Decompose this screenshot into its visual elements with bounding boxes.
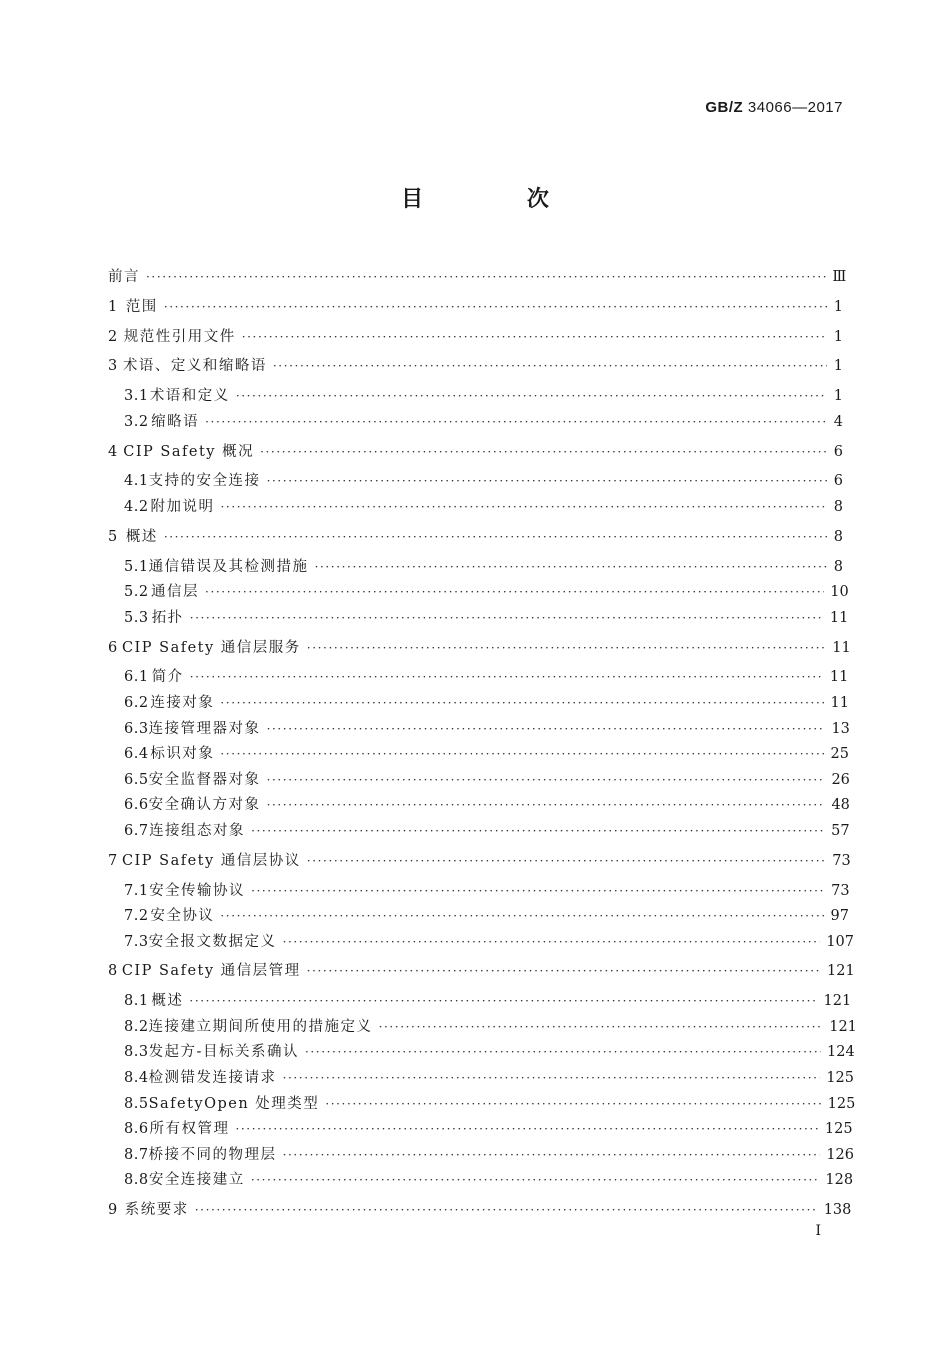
toc-entry[interactable] (108, 880, 850, 902)
toc-entry[interactable] (108, 1118, 853, 1140)
toc-entry-number: 6.6 (124, 797, 149, 814)
toc-entry-number: 7.2 (124, 908, 149, 925)
toc-entry[interactable] (108, 960, 855, 982)
toc-entry-title: 安全传输协议 (149, 882, 246, 899)
toc-entry[interactable] (108, 385, 843, 407)
toc-entry-page: 125 (824, 1121, 853, 1138)
toc-entry-number: 8.6 (124, 1121, 149, 1138)
dot-leader (251, 1169, 820, 1191)
dot-leader (220, 905, 824, 927)
toc-entry-number: 8 (108, 963, 118, 980)
toc-entry[interactable] (108, 556, 843, 578)
toc-entry-number: 7 (108, 852, 118, 869)
toc-entry-number: 8.3 (124, 1044, 149, 1061)
dot-leader (267, 769, 826, 791)
toc-entry-page: 25 (830, 746, 849, 763)
toc-entry-number: 7.3 (124, 933, 149, 950)
toc-entry-number: 4.2 (124, 498, 149, 515)
toc-entry-number: 5.1 (124, 558, 149, 575)
toc-entry[interactable] (108, 990, 852, 1012)
toc-entry-number: 5.3 (124, 609, 149, 626)
dot-leader (307, 850, 826, 872)
toc-entry[interactable] (108, 1199, 852, 1221)
dot-leader (307, 637, 826, 659)
toc-entry-title: CIP Safety 通信层协议 (121, 852, 301, 869)
standard-code (705, 99, 843, 116)
dot-leader (164, 296, 827, 318)
toc-entry-page: 97 (830, 908, 849, 925)
dot-leader (315, 556, 827, 578)
toc-entry-page: 125 (827, 1095, 856, 1112)
toc-entry-title: 发起方-目标关系确认 (148, 1044, 299, 1061)
toc-entry-number: 6.1 (124, 669, 149, 686)
dot-leader (195, 1199, 818, 1221)
toc-entry-page: 11 (829, 609, 849, 626)
toc-entry[interactable] (108, 1144, 855, 1166)
toc-entry-page: 126 (826, 1146, 855, 1163)
dot-leader (190, 607, 824, 629)
toc-entry[interactable] (108, 470, 843, 492)
toc-entry-title: 缩略语 (151, 413, 200, 430)
toc-entry-page: 138 (823, 1202, 852, 1219)
toc-entry-title: SafetyOpen 处理类型 (148, 1095, 320, 1112)
toc-entry[interactable] (108, 266, 847, 288)
toc-entry[interactable] (108, 905, 849, 927)
dot-leader (220, 743, 824, 765)
toc-entry[interactable] (108, 1041, 855, 1063)
toc-entry-title: 概述 (125, 528, 158, 545)
toc-entry-page: 13 (831, 720, 850, 737)
dot-leader (251, 820, 825, 842)
dot-leader (205, 411, 827, 433)
toc-entry-page: 10 (830, 584, 849, 601)
toc-entry-title: 术语、定义和缩略语 (122, 358, 267, 375)
toc-entry[interactable] (108, 718, 850, 740)
page-number: I (815, 1223, 821, 1239)
toc-entry[interactable] (108, 637, 851, 659)
toc-entry-page: 57 (831, 822, 850, 839)
dot-leader (220, 692, 824, 714)
toc-entry-page: 8 (833, 498, 843, 515)
toc-entry-number: 6.7 (124, 822, 149, 839)
toc-entry[interactable] (108, 850, 851, 872)
toc-entry-title: 系统要求 (124, 1202, 189, 1219)
toc-entry[interactable] (108, 1067, 855, 1089)
toc-entry[interactable] (108, 692, 849, 714)
toc-entry-page: 121 (823, 993, 852, 1010)
toc-entry-page: 1 (833, 358, 843, 375)
toc-entry-number: 6.3 (124, 720, 149, 737)
toc-entry[interactable] (108, 1169, 854, 1191)
toc-entry[interactable] (108, 1016, 857, 1038)
toc-entry-title: 简介 (151, 669, 184, 686)
toc-entry[interactable] (108, 411, 843, 433)
toc-entry-title: 支持的安全连接 (148, 473, 261, 490)
toc-entry[interactable] (108, 526, 843, 548)
toc-entry-title: 范围 (125, 298, 158, 315)
toc-entry-title: 安全监督器对象 (148, 771, 261, 788)
toc-entry-title: 术语和定义 (149, 388, 230, 405)
toc-entry-title: 通信层 (151, 584, 200, 601)
toc-entry-number: 8.1 (124, 993, 149, 1010)
toc-entry-title: CIP Safety 概况 (123, 443, 255, 460)
standard-prefix: GB/Z (705, 99, 744, 116)
toc-entry-number: 8.7 (124, 1146, 149, 1163)
toc-entry-number: 5 (108, 528, 118, 545)
toc-entry-page: 26 (831, 771, 850, 788)
toc-entry[interactable] (108, 769, 850, 791)
toc-entry-title: 桥接不同的物理层 (148, 1146, 277, 1163)
toc-entry-page: 8 (833, 558, 843, 575)
toc-entry-number: 3.2 (124, 413, 149, 430)
toc-entry-page: 121 (829, 1018, 857, 1035)
toc-entry-title: 标识对象 (150, 746, 215, 763)
dot-leader (242, 326, 827, 348)
toc-entry-page: 1 (833, 328, 843, 345)
toc-entry-title: 连接组态对象 (149, 822, 246, 839)
toc-entry-number: 2 (108, 328, 118, 345)
dot-leader (235, 1118, 818, 1140)
toc-entry-title: 概述 (151, 993, 184, 1010)
toc-entry-number: 6.4 (124, 746, 149, 763)
toc-entry[interactable] (108, 820, 850, 842)
toc-entry-title: 连接管理器对象 (148, 720, 261, 737)
toc-heading: 目 次 (401, 187, 597, 212)
toc-entry-number: 4 (108, 443, 118, 460)
standard-number: 34066—2017 (747, 99, 843, 116)
dot-leader (283, 931, 821, 953)
toc-entry-page: 11 (829, 669, 849, 686)
toc-entry-number: 3.1 (124, 388, 149, 405)
dot-leader (251, 880, 825, 902)
toc-entry[interactable] (108, 355, 843, 377)
toc-entry-title: 安全报文数据定义 (148, 933, 277, 950)
dot-leader (283, 1067, 821, 1089)
toc-entry-number: 8.4 (124, 1070, 149, 1087)
toc-entry-title: 安全协议 (150, 908, 215, 925)
dot-leader (220, 496, 827, 518)
dot-leader (146, 266, 826, 288)
toc-entry-page: 73 (832, 852, 851, 869)
toc-entry-page: 121 (827, 963, 855, 980)
dot-leader (379, 1016, 824, 1038)
toc-entry-number: 5.2 (124, 584, 149, 601)
toc-entry-number: 7.1 (124, 882, 149, 899)
toc-entry-title: CIP Safety 通信层管理 (121, 963, 301, 980)
toc-entry-page: 73 (831, 882, 850, 899)
toc-entry-page: 48 (831, 797, 850, 814)
toc-entry[interactable] (108, 743, 849, 765)
dot-leader (273, 355, 827, 377)
toc-entry-title: 安全确认方对象 (148, 797, 261, 814)
dot-leader (283, 1144, 821, 1166)
toc-entry-title: 连接建立期间所使用的措施定义 (148, 1018, 373, 1035)
toc-entry[interactable] (108, 496, 843, 518)
dot-leader (267, 794, 826, 816)
toc-entry[interactable] (108, 441, 843, 463)
toc-entry-page: 6 (833, 443, 843, 460)
toc-entry-number: 6.5 (124, 771, 149, 788)
toc-entry-page: 11 (832, 639, 851, 656)
toc-entry-title: 所有权管理 (149, 1121, 230, 1138)
toc-entry-page: Ⅲ (832, 269, 847, 285)
dot-leader (236, 385, 827, 407)
toc-entry-title: 连接对象 (150, 694, 215, 711)
toc-entry-number: 8.5 (124, 1095, 149, 1112)
toc-entry-title: 拓扑 (151, 609, 184, 626)
toc-entry[interactable] (108, 1093, 856, 1115)
toc-entry[interactable] (108, 794, 850, 816)
toc-entry[interactable] (108, 931, 855, 953)
dot-leader (189, 990, 817, 1012)
toc-entry[interactable] (108, 326, 843, 348)
toc-entry-number: 1 (108, 298, 118, 315)
dot-leader (267, 718, 826, 740)
toc-entry-page: 1 (833, 388, 843, 405)
dot-leader (325, 1093, 821, 1115)
toc-entry-number: 6.2 (124, 694, 149, 711)
dot-leader (267, 470, 827, 492)
toc-entry-page: 124 (827, 1044, 855, 1061)
toc-entry-page: 8 (833, 528, 843, 545)
toc-entry[interactable] (108, 581, 849, 603)
toc-entry-page: 128 (825, 1172, 854, 1189)
table-of-contents (108, 266, 857, 1221)
toc-entry-number: 3 (108, 358, 118, 375)
toc-entry-title: CIP Safety 通信层服务 (121, 639, 301, 656)
toc-entry-title: 附加说明 (150, 498, 215, 515)
dot-leader (307, 960, 821, 982)
toc-entry-page: 11 (830, 694, 849, 711)
toc-entry-number: 8.8 (124, 1172, 149, 1189)
dot-leader (305, 1041, 821, 1063)
toc-entry-title: 规范性引用文件 (123, 328, 236, 345)
dot-leader (190, 666, 824, 688)
toc-entry-number: 4.1 (124, 473, 149, 490)
toc-entry-title: 检测错发连接请求 (148, 1070, 277, 1087)
toc-entry[interactable] (108, 296, 843, 318)
toc-entry-number: 9 (108, 1202, 118, 1219)
toc-entry-number: 8.2 (124, 1018, 149, 1035)
dot-leader (260, 441, 827, 463)
toc-entry[interactable] (108, 607, 849, 629)
toc-entry-number: 6 (108, 639, 118, 656)
dot-leader (164, 526, 827, 548)
toc-entry-title: 安全连接建立 (148, 1172, 245, 1189)
toc-entry-page: 125 (826, 1070, 855, 1087)
toc-entry-page: 1 (833, 298, 843, 315)
toc-entry-page: 107 (826, 933, 855, 950)
toc-entry-title: 前言 (108, 269, 140, 285)
dot-leader (205, 581, 824, 603)
toc-entry-page: 4 (833, 413, 843, 430)
toc-entry[interactable] (108, 666, 849, 688)
toc-entry-title: 通信错误及其检测措施 (148, 558, 309, 575)
toc-entry-page: 6 (833, 473, 843, 490)
